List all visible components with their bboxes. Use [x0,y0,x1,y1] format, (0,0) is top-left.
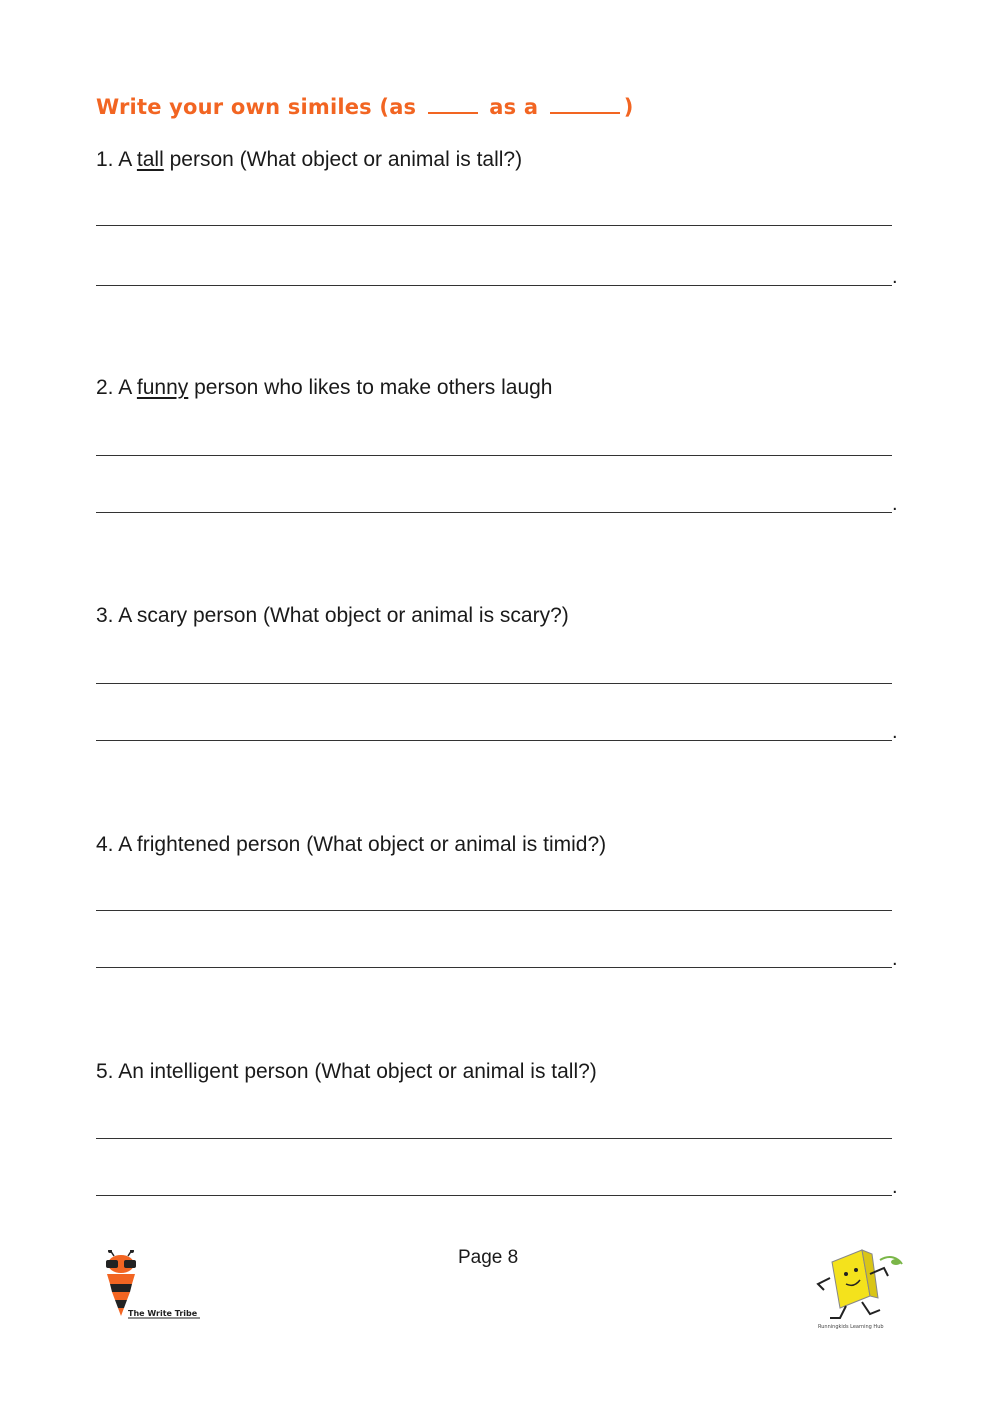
question-text [96,832,916,858]
question-keyword: funny [136,376,189,399]
question-post: person (What object or animal is timid?) [236,833,607,856]
running-book-icon [810,1244,910,1344]
heading-blank-1 [428,111,478,114]
question-text [96,1059,916,1085]
question-1 [96,147,916,288]
question-number: 2. [96,376,114,399]
answer-line-2[interactable] [96,512,892,513]
page-number: Page 8 [458,1247,519,1268]
question-post: person who likes to make others laugh [194,376,553,399]
question-pre: A [118,148,132,171]
question-post: person (What object or animal is tall?) [169,148,523,171]
question-pre: A [118,833,132,856]
answer-line-2[interactable] [96,967,892,968]
heading-blank-2 [550,111,620,114]
heading-text-start: Write your own similes (as [96,95,417,119]
bee-logo-caption: The Write Tribe [128,1309,198,1318]
answer-line-1[interactable] [96,683,892,684]
answer-line-1[interactable] [96,455,892,456]
line-end-period: . [892,948,898,970]
question-4 [96,832,916,970]
question-text [96,603,916,629]
question-keyword: frightened [136,833,231,856]
line-end-period: . [892,493,898,515]
question-number: 3. [96,604,114,627]
worksheet-heading [96,95,634,119]
answer-line-2[interactable] [96,1195,892,1196]
book-logo-caption: Runningkids Learning Hub [818,1324,884,1330]
line-end-period: . [892,721,898,743]
answer-line-2[interactable] [96,740,892,741]
question-post: person (What object or animal is scary?) [192,604,569,627]
heading-text-mid: as a [489,95,539,119]
line-end-period: . [892,266,898,288]
line-end-period: . [892,1176,898,1198]
answer-line-1[interactable] [96,225,892,226]
question-keyword: intelligent [149,1060,239,1083]
answer-line-1[interactable] [96,1138,892,1139]
question-keyword: scary [136,604,188,627]
question-number: 4. [96,833,114,856]
question-number: 5. [96,1060,114,1083]
bee-icon [98,1250,208,1330]
question-post: person (What object or animal is tall?) [244,1060,597,1083]
question-text [96,375,916,401]
question-3 [96,603,916,743]
heading-text-close: ) [623,95,634,119]
question-pre: An [118,1060,144,1083]
answer-line-1[interactable] [96,910,892,911]
question-2 [96,375,916,515]
question-keyword: tall [136,148,164,171]
question-pre: A [118,376,132,399]
question-text [96,147,916,173]
question-number: 1. [96,148,114,171]
question-pre: A [118,604,132,627]
answer-line-2[interactable] [96,285,892,286]
question-5 [96,1059,916,1198]
